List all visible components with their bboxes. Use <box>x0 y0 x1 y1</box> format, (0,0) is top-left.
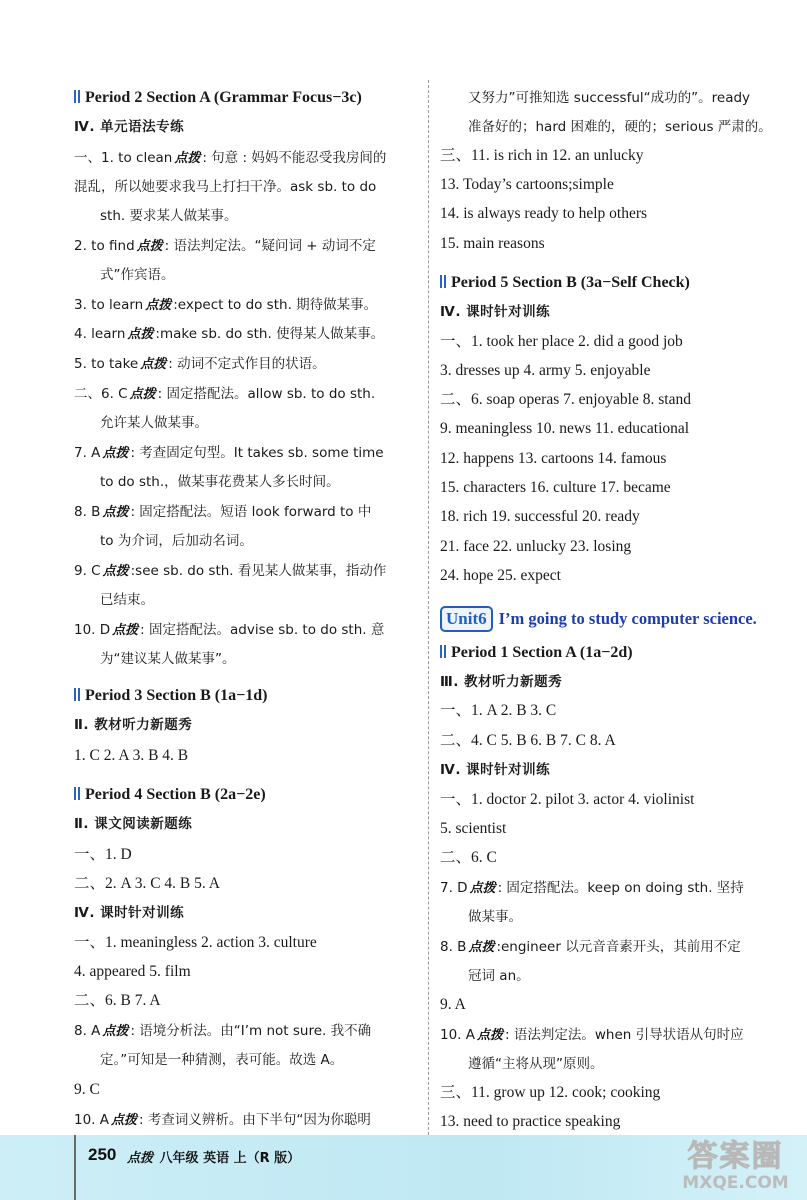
listening-subheading: Ⅲ. 教材听力新题秀 <box>440 674 563 690</box>
answer-line: 式”作宾语。 <box>100 267 175 283</box>
grammar-practice-subheading: Ⅳ. 单元语法专练 <box>74 119 185 135</box>
answer-line: 10. D 点拨 : 固定搭配法。advise sb. to do sth. 意 <box>74 620 384 641</box>
answer-line: 二、6. C <box>440 849 497 866</box>
tip-label: 点拨 <box>468 940 495 955</box>
book-title: 点拨 八年级 英语 上（R 版） <box>125 1147 300 1166</box>
answer-line: 三、11. grow up 12. cook; cooking <box>440 1084 661 1101</box>
tip-label: 点拨 <box>102 1024 129 1039</box>
answer-line: 二、6. soap operas 7. enjoyable 8. stand <box>440 391 691 408</box>
answer-line: 9. C <box>74 1081 100 1098</box>
answer-line: 13. Today’s cartoons;simple <box>440 176 614 193</box>
answer-line: to do sth.，做某事花费某人多长时间。 <box>100 474 340 490</box>
answer-line: 一、1. doctor 2. pilot 3. actor 4. violinist <box>440 791 695 808</box>
answer-line: 9. A <box>440 996 466 1013</box>
tip-label: 点拨 <box>112 623 139 638</box>
answer-line: 一、1. to clean 点拨 : 句意 : 妈妈不能忍受我房间的 <box>74 148 386 169</box>
tip-label: 点拨 <box>136 239 163 254</box>
answer-line: 18. rich 19. successful 20. ready <box>440 508 640 525</box>
tip-label: 点拨 <box>102 505 129 520</box>
answer-line: 10. A 点拨 : 语法判定法。when 引导状语从句时应 <box>440 1025 744 1046</box>
answer-line: 允许某人做某事。 <box>100 415 208 431</box>
answer-line: sth. 要求某人做某事。 <box>100 208 238 224</box>
answer-line: 冠词 an。 <box>468 968 530 984</box>
answer-line: 又努力”可推知选 successful“成功的”。ready <box>468 90 751 106</box>
answer-line: 5. scientist <box>440 820 507 837</box>
answer-line: 8. B 点拨 : 固定搭配法。短语 look forward to 中 <box>74 502 371 523</box>
unit-badge: Unit6 <box>440 606 493 632</box>
period-5-heading: Period 5 Section B (3a−Self Check) <box>440 273 690 293</box>
tip-label: 点拨 <box>127 327 154 342</box>
answer-line: 一、1. A 2. B 3. C <box>440 702 557 719</box>
watermark-line-2: MXQE.COM <box>682 1173 789 1193</box>
answer-line: 一、1. took her place 2. did a good job <box>440 333 683 350</box>
page-number: 250 <box>88 1145 117 1164</box>
answer-line: 混乱，所以她要求我马上打扫干净。ask sb. to do <box>74 179 377 195</box>
answer-line: to 为介词，后加动名词。 <box>100 533 253 549</box>
tip-label: 点拨 <box>129 387 156 402</box>
answer-line: 一、1. meaningless 2. action 3. culture <box>74 934 317 951</box>
answer-line: 5. to take 点拨 : 动词不定式作目的状语。 <box>74 354 326 375</box>
answer-line: 遵循“主将从现”原则。 <box>468 1056 604 1072</box>
answer-line: 3. dresses up 4. army 5. enjoyable <box>440 362 651 379</box>
answer-line: 13. need to practice speaking <box>440 1113 621 1130</box>
tip-label: 点拨 <box>102 446 129 461</box>
reading-subheading: Ⅱ. 课文阅读新题练 <box>74 816 193 832</box>
answer-line: 已结束。 <box>100 592 154 608</box>
answer-line: 15. characters 16. culture 17. became <box>440 479 671 496</box>
answer-line: 定。”可知是一种猜测，表可能。故选 A。 <box>100 1052 344 1068</box>
answer-line: 8. B 点拨 :engineer 以元音音素开头，其前用不定 <box>440 937 741 958</box>
answer-line: 一、1. D <box>74 846 132 863</box>
answer-line: 3. to learn 点拨 :expect to do sth. 期待做某事。 <box>74 295 377 316</box>
unit-6-period-1-heading: Period 1 Section A (1a−2d) <box>440 643 633 663</box>
answer-line: 准备好的；hard 困难的，硬的；serious 严肃的。 <box>468 119 772 135</box>
unit-6-heading <box>440 606 757 632</box>
answer-line: 9. C 点拨 :see sb. do sth. 看见某人做某事，指动作 <box>74 561 386 582</box>
column-divider <box>428 80 429 1140</box>
answer-line: 为“建议某人做某事”。 <box>100 651 236 667</box>
answer-line: 7. A 点拨 : 考查固定句型。It takes sb. some time <box>74 443 384 464</box>
answer-line: 二、2. A 3. C 4. B 5. A <box>74 875 220 892</box>
watermark <box>668 1140 803 1198</box>
answer-line: 4. appeared 5. film <box>74 963 191 980</box>
training-subheading: Ⅳ. 课时针对训练 <box>440 304 551 320</box>
answer-line: 二、6. C 点拨 : 固定搭配法。allow sb. to do sth. <box>74 384 375 405</box>
answer-line: 9. meaningless 10. news 11. educational <box>440 420 690 437</box>
tip-label: 点拨 <box>174 151 201 166</box>
answer-line: 二、6. B 7. A <box>74 992 161 1009</box>
answer-line: 做某事。 <box>468 909 522 925</box>
answer-line: 1. C 2. A 3. B 4. B <box>74 747 189 764</box>
answer-line: 15. main reasons <box>440 235 545 252</box>
tip-label: 点拨 <box>477 1028 504 1043</box>
answer-line: 三、11. is rich in 12. an unlucky <box>440 147 644 164</box>
tip-label: 点拨 <box>145 298 172 313</box>
training-subheading: Ⅳ. 课时针对训练 <box>74 905 185 921</box>
answer-line: 7. D 点拨 : 固定搭配法。keep on doing sth. 坚持 <box>440 878 744 899</box>
answer-line: 10. A 点拨 : 考查词义辨析。由下半句“因为你聪明 <box>74 1110 371 1131</box>
answer-line: 8. A 点拨 : 语境分析法。由“I’m not sure. 我不确 <box>74 1021 371 1042</box>
period-4-heading: Period 4 Section B (2a−2e) <box>74 785 266 805</box>
listening-subheading: Ⅱ. 教材听力新题秀 <box>74 717 193 733</box>
answer-line: 14. is always ready to help others <box>440 205 648 222</box>
answer-line: 12. happens 13. cartoons 14. famous <box>440 450 667 467</box>
tip-label: 点拨 <box>102 564 129 579</box>
unit-title: I’m going to study computer science. <box>498 609 757 628</box>
period-3-heading: Period 3 Section B (1a−1d) <box>74 686 267 706</box>
answer-line: 4. learn 点拨 :make sb. do sth. 使得某人做某事。 <box>74 324 384 345</box>
tip-label: 点拨 <box>140 357 167 372</box>
answer-line: 21. face 22. unlucky 23. losing <box>440 538 632 555</box>
period-2-heading: Period 2 Section A (Grammar Focus−3c) <box>74 88 362 108</box>
brand-logo: 点拨 <box>127 1151 154 1166</box>
answer-line: 24. hope 25. expect <box>440 567 561 584</box>
answer-line: 2. to find 点拨 : 语法判定法。“疑问词 + 动词不定 <box>74 236 376 257</box>
tip-label: 点拨 <box>111 1113 138 1128</box>
tip-label: 点拨 <box>469 881 496 896</box>
watermark-line-1: 答案圈 <box>687 1139 784 1174</box>
training-subheading: Ⅳ. 课时针对训练 <box>440 762 551 778</box>
answer-line: 二、4. C 5. B 6. B 7. C 8. A <box>440 732 616 749</box>
footer-left-rule <box>74 1135 76 1200</box>
